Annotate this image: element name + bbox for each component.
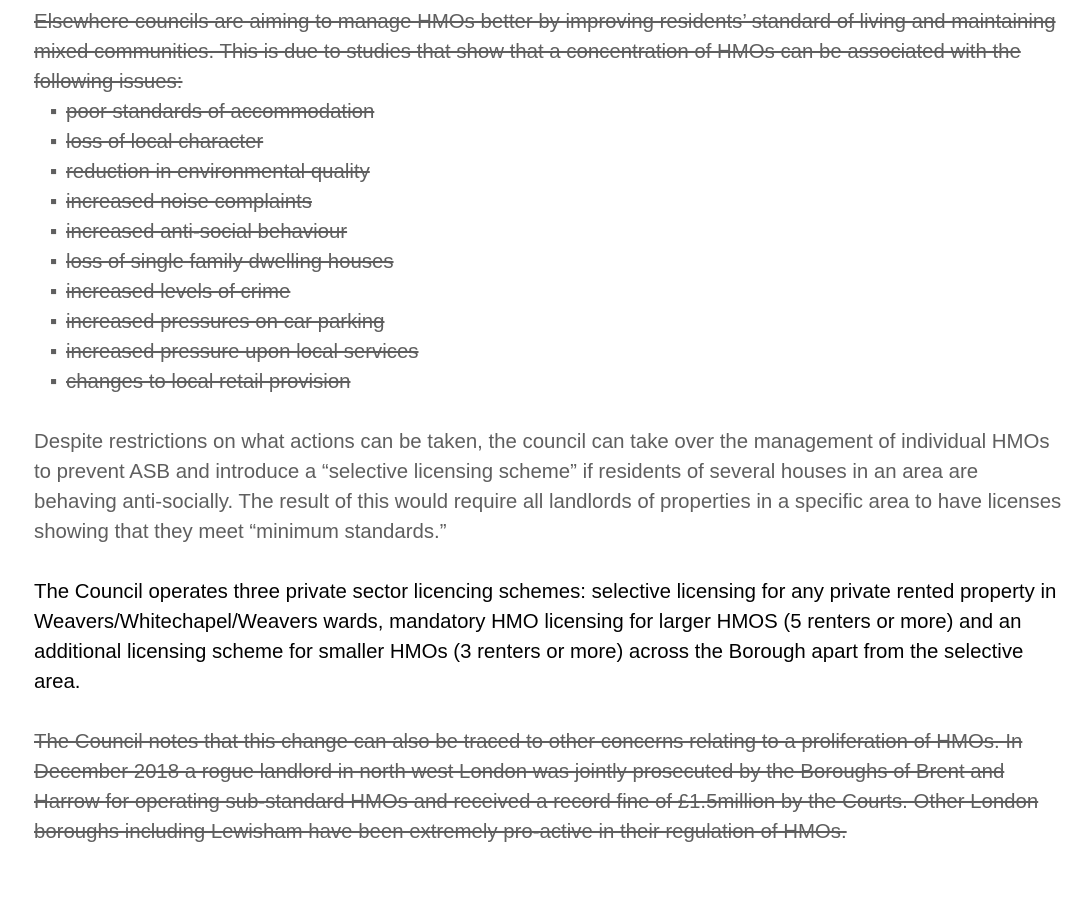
bullet-square-icon: ▪ bbox=[50, 371, 58, 393]
list-item: ▪ increased levels of crime bbox=[50, 277, 419, 307]
bullet-square-icon: ▪ bbox=[50, 191, 58, 213]
bullet-square-icon: ▪ bbox=[50, 311, 58, 333]
bullet-square-icon: ▪ bbox=[50, 281, 58, 303]
concerns-paragraph-deleted: The Council notes that this change can also be traced to other concerns relating to a proliferation of HMOs. In December 2018 a rogue landlord in north west London was jointly prosecuted by the Boroughs of Brent and Harrow for operating sub-standard HMOs and received a record fine of £1.5million by the Courts. Other London boroughs including Lewisham have been extremely pro-active in their regulation of HMOs. bbox=[34, 731, 1039, 843]
list-item: ▪ reduction in environmental quality bbox=[50, 157, 419, 187]
intro-paragraph-deleted: Elsewhere councils are aiming to manage HMOs better by improving residents’ standard of living and maintaining mixed communities. This is due to studies that show that a concentration of HMOs can be associated with the following issues: bbox=[34, 11, 1056, 93]
list-item: ▪ loss of local character bbox=[50, 127, 419, 157]
bullet-square-icon: ▪ bbox=[50, 131, 58, 153]
bullet-square-icon: ▪ bbox=[50, 221, 58, 243]
list-item: ▪ changes to local retail provision bbox=[50, 367, 419, 397]
list-item: ▪ loss of single family dwelling houses bbox=[50, 247, 419, 277]
bullet-square-icon: ▪ bbox=[50, 161, 58, 183]
bullet-square-icon: ▪ bbox=[50, 341, 58, 363]
list-item: ▪ increased anti-social behaviour bbox=[50, 217, 419, 247]
list-item: ▪ increased pressures on car parking bbox=[50, 307, 419, 337]
licensing-schemes-paragraph: The Council operates three private sector licencing schemes: selective licensing for any private rented property in Weavers/Whitechapel/Weavers wards, mandatory HMO licensing for larger HMOS (5 renters or more) and an additional licensing scheme for smaller HMOs (3 renters or more) across the Borough apart from the selective area. bbox=[34, 581, 1057, 693]
bullet-square-icon: ▪ bbox=[50, 101, 58, 123]
list-item: ▪ increased noise complaints bbox=[50, 187, 419, 217]
list-item: ▪ poor standards of accommodation bbox=[50, 97, 419, 127]
bullet-square-icon: ▪ bbox=[50, 251, 58, 273]
issues-bullet-list bbox=[50, 97, 419, 397]
restrictions-paragraph: Despite restrictions on what actions can be taken, the council can take over the management of individual HMOs to prevent ASB and introduce a “selective licensing scheme” if residents of several houses in an area are behaving anti-socially. The result of this would require all landlords of properties in a specific area to have licenses showing that they meet “minimum standards.” bbox=[34, 431, 1062, 543]
list-item: ▪ increased pressure upon local services bbox=[50, 337, 419, 367]
